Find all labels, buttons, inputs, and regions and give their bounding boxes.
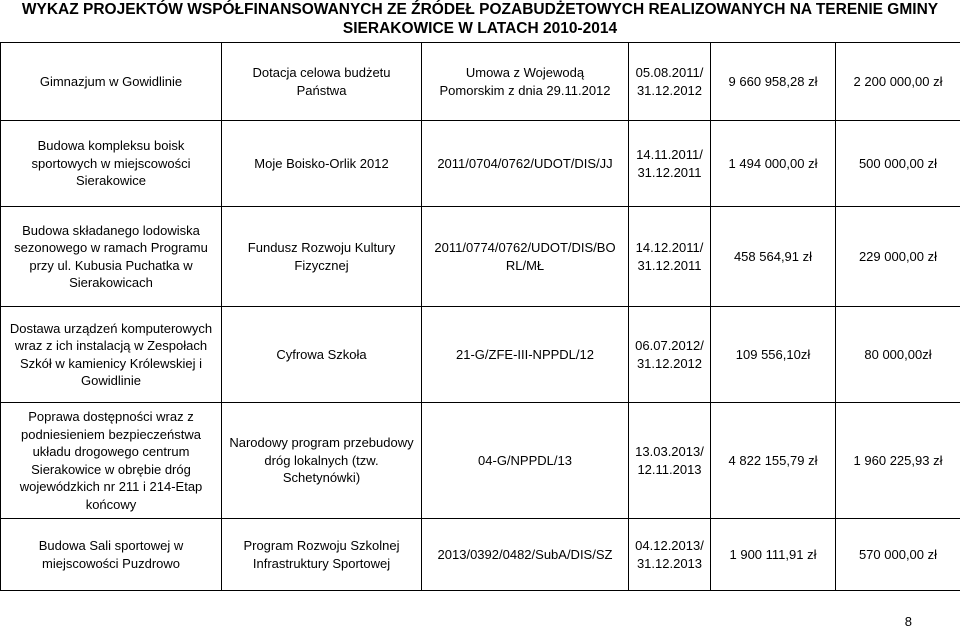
- period-cell: 06.07.2012/ 31.12.2012: [629, 307, 711, 403]
- total-value-cell: 458 564,91 zł: [711, 207, 836, 307]
- agreement-cell: 2013/0392/0482/SubA/DIS/SZ: [422, 519, 629, 591]
- project-name-cell: Budowa kompleksu boisk sportowych w miejscowości Sierakowice: [1, 121, 222, 207]
- project-name-cell: Dostawa urządzeń komputerowych wraz z ich instalacją w Zespołach Szkół w kamienicy Królewskiej i Gowidlinie: [1, 307, 222, 403]
- table-row: [1, 121, 960, 207]
- period-cell: 14.12.2011/ 31.12.2011: [629, 207, 711, 307]
- total-value-cell: 4 822 155,79 zł: [711, 403, 836, 519]
- funding-amount-cell: 80 000,00zł: [836, 307, 960, 403]
- table-row: [1, 519, 960, 591]
- document-title: [0, 0, 960, 38]
- period-cell: 05.08.2011/ 31.12.2012: [629, 43, 711, 121]
- total-value-cell: 109 556,10zł: [711, 307, 836, 403]
- funding-source-cell: Narodowy program przebudowy dróg lokalnych (tzw. Schetynówki): [222, 403, 422, 519]
- funding-amount-cell: 500 000,00 zł: [836, 121, 960, 207]
- funding-amount-cell: 2 200 000,00 zł: [836, 43, 960, 121]
- project-name-cell: Budowa składanego lodowiska sezonowego w ramach Programu przy ul. Kubusia Puchatka w Sierakowicach: [1, 207, 222, 307]
- agreement-cell: 04-G/NPPDL/13: [422, 403, 629, 519]
- period-cell: 13.03.2013/ 12.11.2013: [629, 403, 711, 519]
- title-line-1: WYKAZ PROJEKTÓW WSPÓŁFINANSOWANYCH ZE ŹRÓDEŁ POZABUDŻETOWYCH REALIZOWANYCH NA TERENIE GMINY: [21, 1, 939, 18]
- table-row: [1, 43, 960, 121]
- projects-table: [0, 42, 960, 591]
- funding-amount-cell: 1 960 225,93 zł: [836, 403, 960, 519]
- funding-source-cell: Moje Boisko-Orlik 2012: [222, 121, 422, 207]
- total-value-cell: 1 900 111,91 zł: [711, 519, 836, 591]
- funding-amount-cell: 229 000,00 zł: [836, 207, 960, 307]
- total-value-cell: 9 660 958,28 zł: [711, 43, 836, 121]
- funding-source-cell: Fundusz Rozwoju Kultury Fizycznej: [222, 207, 422, 307]
- agreement-cell: 2011/0704/0762/UDOT/DIS/JJ: [422, 121, 629, 207]
- table-row: [1, 403, 960, 519]
- agreement-cell: 21-G/ZFE-III-NPPDL/12: [422, 307, 629, 403]
- project-name-cell: Poprawa dostępności wraz z podniesieniem bezpieczeństwa układu drogowego centrum Sierakowice w obrębie dróg wojewódzkich nr 211 i 214-Etap końcowy: [1, 403, 222, 519]
- agreement-cell: Umowa z Wojewodą Pomorskim z dnia 29.11.2012: [422, 43, 629, 121]
- title-line-2: SIERAKOWICE W LATACH 2010-2014: [342, 20, 618, 37]
- table-row: [1, 307, 960, 403]
- total-value-cell: 1 494 000,00 zł: [711, 121, 836, 207]
- funding-amount-cell: 570 000,00 zł: [836, 519, 960, 591]
- agreement-cell: 2011/0774/0762/UDOT/DIS/BO RL/MŁ: [422, 207, 629, 307]
- page-number: 8: [904, 614, 912, 629]
- table-row: [1, 207, 960, 307]
- funding-source-cell: Cyfrowa Szkoła: [222, 307, 422, 403]
- period-cell: 14.11.2011/ 31.12.2011: [629, 121, 711, 207]
- period-cell: 04.12.2013/ 31.12.2013: [629, 519, 711, 591]
- project-name-cell: Budowa Sali sportowej w miejscowości Puzdrowo: [1, 519, 222, 591]
- project-name-cell: Gimnazjum w Gowidlinie: [1, 43, 222, 121]
- funding-source-cell: Program Rozwoju Szkolnej Infrastruktury Sportowej: [222, 519, 422, 591]
- funding-source-cell: Dotacja celowa budżetu Państwa: [222, 43, 422, 121]
